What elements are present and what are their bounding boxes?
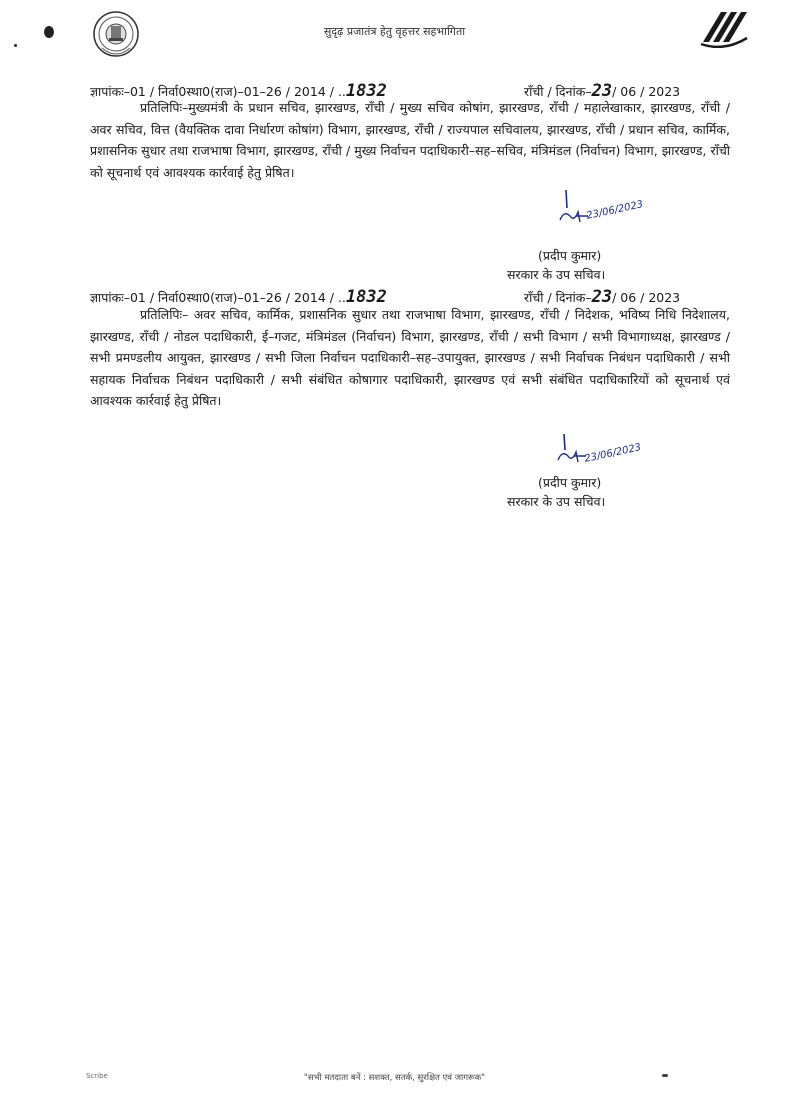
footer-slogan: "सभी मतदाता बनें : सशक्त, सतर्क, सुरक्षित एवं जागरूक": [303, 1073, 486, 1083]
memo-body: [90, 97, 730, 183]
election-commission-logo-icon: [697, 8, 751, 48]
date-day: 23: [591, 81, 613, 101]
signatory-name: (प्रदीप कुमार): [538, 248, 602, 263]
date-prefix: राँची / दिनांक–: [524, 290, 592, 305]
memo-prefix: ज्ञापांकः–01 / निर्वा0स्था0(राज)–01–26 / 2014 / ..: [90, 84, 346, 99]
memo-number: 1832: [345, 287, 387, 307]
footer-dot: [662, 1074, 668, 1077]
footer-scan-mark: Scribe: [86, 1072, 108, 1080]
date-rest: / 06 / 2023: [612, 290, 681, 305]
memo-body: [90, 304, 730, 412]
memo-body-text: प्रतिलिपिः–मुख्यमंत्री के प्रधान सचिव, झारखण्ड, राँची / मुख्य सचिव कोषांग, झारखण्ड, राँची / महालेखाकार, झारखण्ड, राँची / अवर सचिव, वित्त (वैयक्तिक दावा निर्धारण कोषांग) विभाग, झारखण्ड, राँची / राज्यपाल सचिवालय, झारखण्ड, राँची / प्रधान सचिव, कार्मिक, प्रशासनिक सुधार तथा राजभाषा विभाग, झारखण्ड, राँची / मुख्य निर्वाचन पदाधिकारी–सह–सचिव, मंत्रिमंडल (निर्वाचन) विभाग, झारखण्ड, राँची को सूचनार्थ एवं आवश्यक कार्रवाई हेतु प्रेषित।: [90, 100, 730, 180]
signature-date: 23/06/2023: [583, 442, 643, 465]
date-rest: / 06 / 2023: [612, 84, 681, 99]
memo-number: 1832: [345, 81, 387, 101]
signatory-name: (प्रदीप कुमार): [538, 475, 602, 490]
signatory-designation: सरकार के उप सचिव।: [507, 267, 606, 282]
date-day: 23: [591, 287, 613, 307]
memo-prefix: ज्ञापांकः–01 / निर्वा0स्था0(राज)–01–26 / 2014 / ..: [90, 290, 346, 305]
header-tagline: सुदृढ़ प्रजातंत्र हेतु वृहत्तर सहभागिता: [323, 25, 466, 38]
signatory-designation: सरकार के उप सचिव।: [507, 494, 606, 509]
signature-date: 23/06/2023: [585, 199, 645, 222]
date-prefix: राँची / दिनांक–: [524, 84, 592, 99]
memo-body-text: प्रतिलिपिः– अवर सचिव, कार्मिक, प्रशासनिक सुधार तथा राजभाषा विभाग, झारखण्ड, राँची / निदेशक, भविष्य निधि निदेशालय, झारखण्ड, राँची / नोडल पदाधिकारी, ई–गजट, मंत्रिमंडल (निर्वाचन) विभाग, झारखण्ड, राँची / सभी विभाग / सभी विभागाध्यक्ष, झारखण्ड / सभी प्रमण्डलीय आयुक्त, झारखण्ड / सभी जिला निर्वाचन पदाधिकारी–सह–उपायुक्त, झारखण्ड / सभी निर्वाचक निबंधन पदाधिकारी / सभी सहायक निर्वाचक निबंधन पदाधिकारी / सभी संबंधित कोषागार पदाधिकारी, झारखण्ड एवं सभी संबंधित पदाधिकारियों को सूचनार्थ एवं आवश्यक कार्रवाई हेतु प्रेषित।: [90, 307, 730, 409]
ink-dot: [14, 44, 17, 47]
